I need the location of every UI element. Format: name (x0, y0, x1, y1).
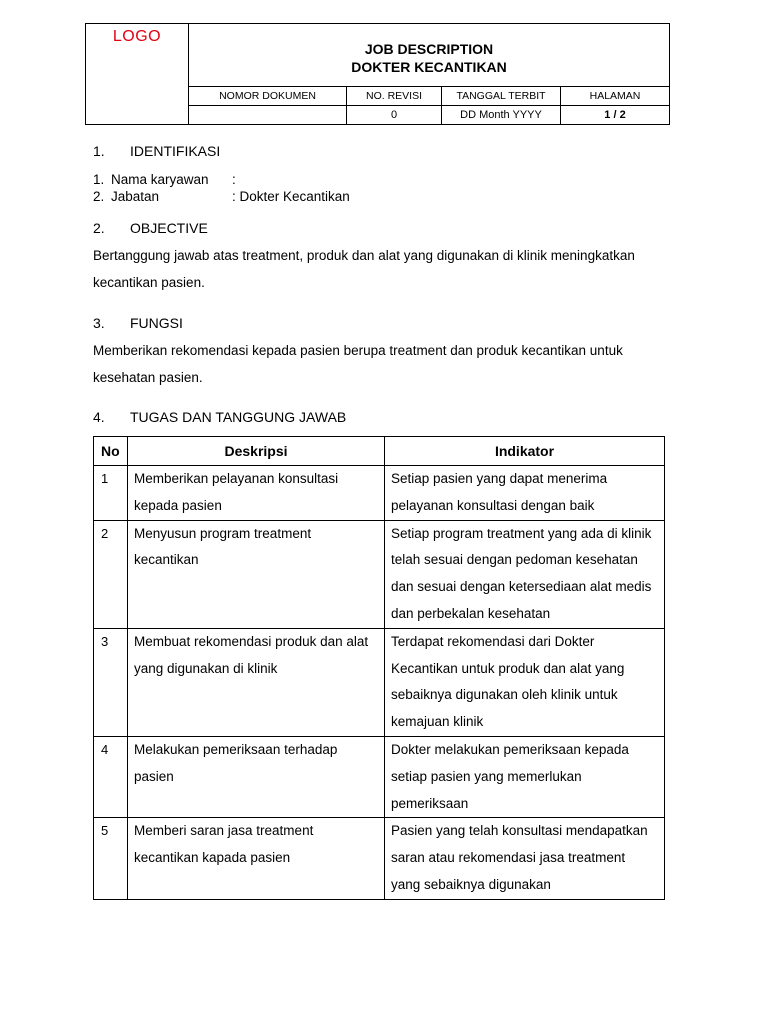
ident-row-nama (93, 172, 236, 187)
meta-value-tanggal-terbit: DD Month YYYY (442, 106, 561, 125)
section-number: 4. (93, 409, 105, 425)
meta-label-no-revisi: NO. REVISI (347, 87, 442, 106)
table-row (94, 818, 665, 899)
section-title: FUNGSI (130, 315, 183, 331)
logo-cell (86, 24, 189, 125)
title-line-2: DOKTER KECANTIKAN (351, 59, 507, 75)
tasks-table (93, 436, 665, 900)
column-header-indikator: Indikator (385, 437, 665, 466)
meta-label-tanggal-terbit: TANGGAL TERBIT (442, 87, 561, 106)
row-description: Menyusun program treatment kecantikan (128, 520, 385, 628)
fungsi-paragraph: Memberikan rekomendasi kepada pasien berupa treatment dan produk kecantikan untuk kesehatan pasien. (93, 343, 623, 385)
row-number: 3 (94, 628, 128, 736)
document-header (85, 23, 670, 125)
meta-value-no-revisi: 0 (347, 106, 442, 125)
row-number: 1 (94, 466, 128, 521)
title-line-1: JOB DESCRIPTION (364, 41, 494, 57)
row-description: Membuat rekomendasi produk dan alat yang digunakan di klinik (128, 628, 385, 736)
table-row (94, 736, 665, 817)
row-indicator: Terdapat rekomendasi dari Dokter Kecantikan untuk produk dan alat yang sebaiknya digunakan oleh klinik untuk kemajuan klinik (385, 628, 665, 736)
section-number: 3. (93, 315, 105, 331)
row-number: 4 (94, 736, 128, 817)
row-description: Melakukan pemeriksaan terhadap pasien (128, 736, 385, 817)
meta-value-nomor-dokumen (189, 106, 347, 125)
ident-label: Nama karyawan (111, 172, 209, 187)
table-row (94, 628, 665, 736)
section-fungsi-title (93, 315, 183, 331)
section-number: 1. (93, 143, 105, 159)
ident-label: Jabatan (111, 189, 160, 204)
meta-value-halaman: 1 / 2 (561, 106, 670, 125)
section-title: TUGAS DAN TANGGUNG JAWAB (130, 409, 347, 425)
column-header-deskripsi: Deskripsi (128, 437, 385, 466)
objective-paragraph: Bertanggung jawab atas treatment, produk dan alat yang digunakan di klinik meningkatkan kecantikan pasien. (93, 248, 635, 290)
row-indicator: Dokter melakukan pemeriksaan kepada setiap pasien yang memerlukan pemeriksaan (385, 736, 665, 817)
section-number: 2. (93, 220, 105, 236)
row-indicator: Setiap program treatment yang ada di klinik telah sesuai dengan pedoman kesehatan dan sesuai dengan ketersediaan alat medis dan perbekalan kesehatan (385, 520, 665, 628)
logo: LOGO (112, 28, 162, 45)
row-number: 2 (94, 520, 128, 628)
ident-value: : (232, 172, 236, 187)
document-title (189, 24, 670, 87)
ident-number: 1. (93, 172, 105, 187)
section-objective-title (93, 220, 208, 236)
column-header-no: No (94, 437, 128, 466)
table-row (94, 520, 665, 628)
section-title: OBJECTIVE (130, 220, 208, 236)
row-indicator: Pasien yang telah konsultasi mendapatkan saran atau rekomendasi jasa treatment yang sebaiknya digunakan (385, 818, 665, 899)
meta-label-halaman: HALAMAN (561, 87, 670, 106)
table-header-row (94, 437, 665, 466)
ident-row-jabatan (93, 189, 350, 204)
ident-number: 2. (93, 189, 105, 204)
row-description: Memberikan pelayanan konsultasi kepada pasien (128, 466, 385, 521)
row-description: Memberi saran jasa treatment kecantikan kapada pasien (128, 818, 385, 899)
table-row (94, 466, 665, 521)
section-identifikasi-title (93, 143, 220, 159)
section-title: IDENTIFIKASI (130, 143, 221, 159)
ident-value: : Dokter Kecantikan (232, 189, 350, 204)
section-tugas-title (93, 409, 346, 425)
row-indicator: Setiap pasien yang dapat menerima pelayanan konsultasi dengan baik (385, 466, 665, 521)
row-number: 5 (94, 818, 128, 899)
meta-label-nomor-dokumen: NOMOR DOKUMEN (189, 87, 347, 106)
